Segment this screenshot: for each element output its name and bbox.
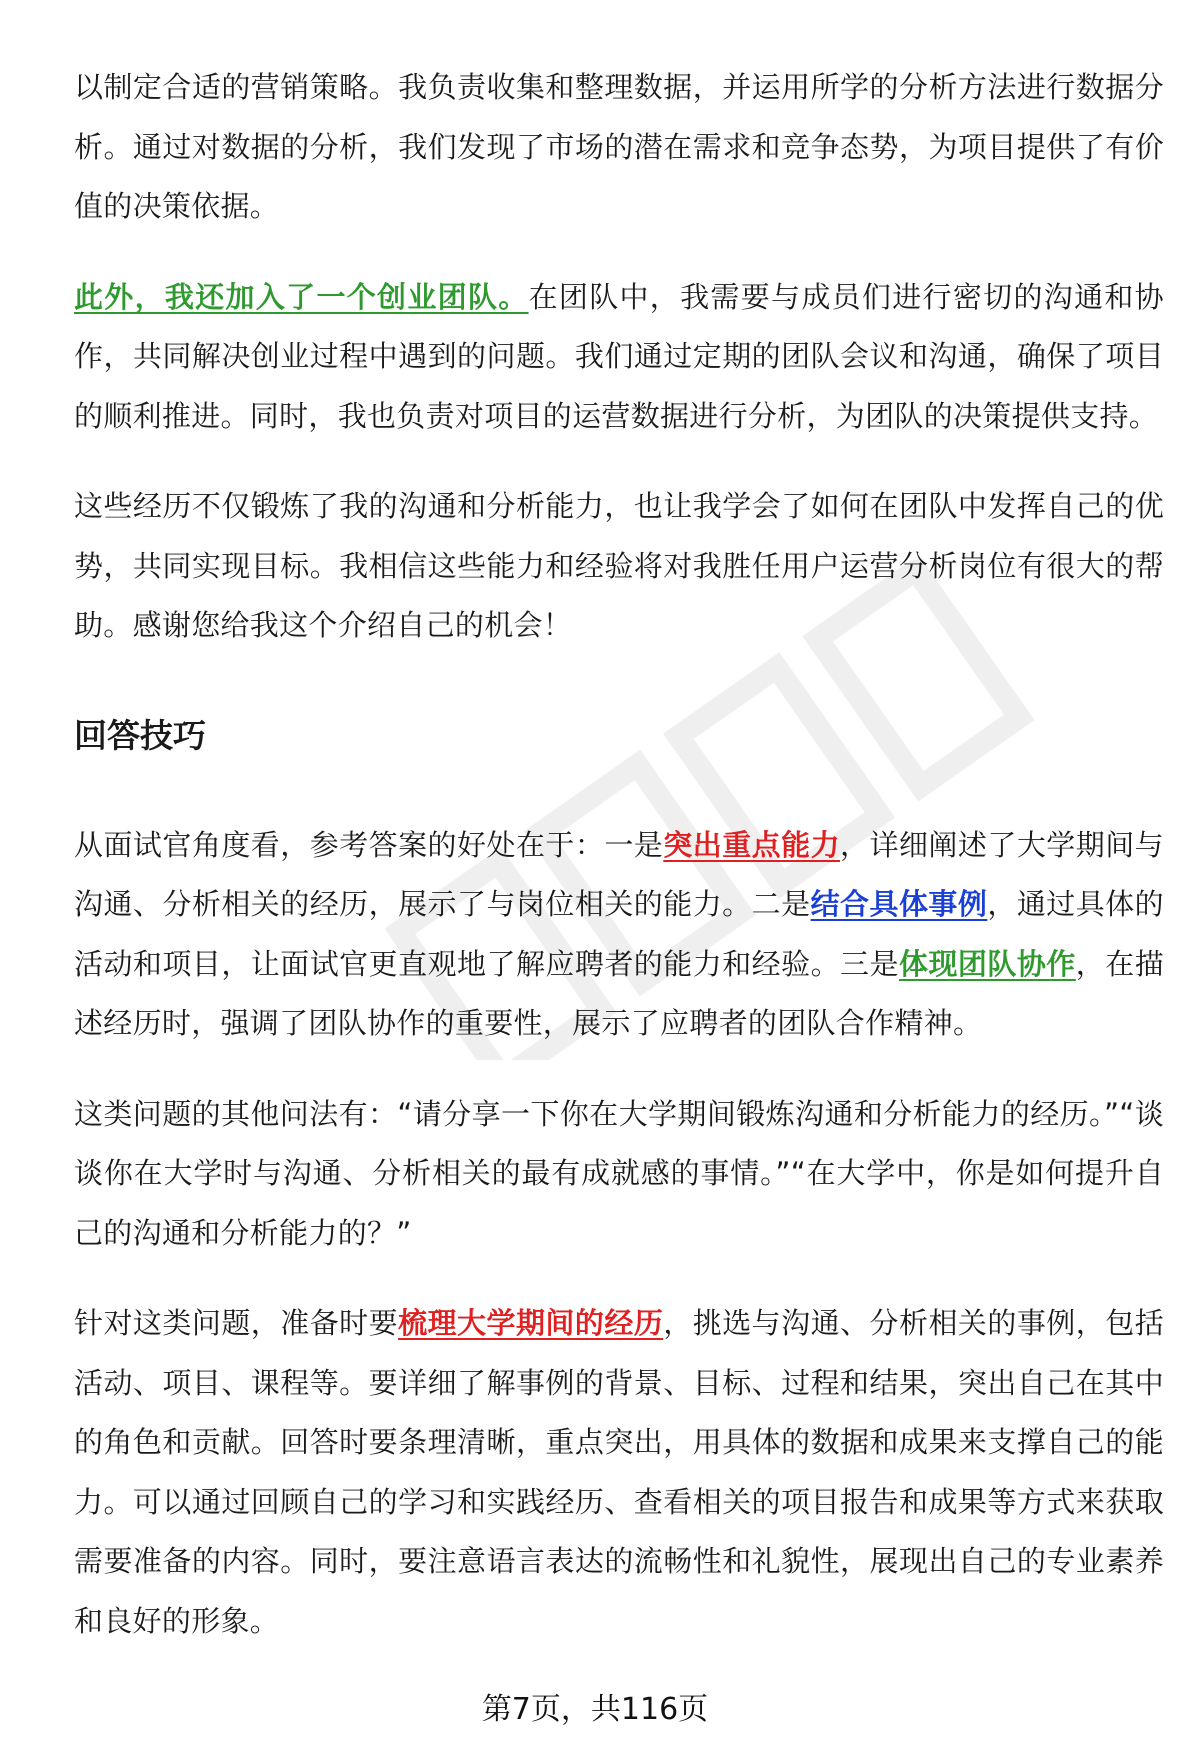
highlight-review-experience: 梳理大学期间的经历 [398, 1306, 664, 1340]
highlight-startup-team: 此外，我还加入了一个创业团队。 [74, 279, 529, 314]
paragraph-tips-interviewer [74, 816, 1164, 1054]
paragraph-preparation-advice [74, 1294, 1164, 1651]
tips-text: ，在描述经历时，强调了团队协作的重要性，展示了应聘者的团队合作精神。 [74, 946, 1164, 1040]
paragraph-conclusion: 这些经历不仅锻炼了我的沟通和分析能力，也让我学会了如何在团队中发挥自己的优势，共同实现目标。我相信这些能力和经验将对我胜任用户运营分析岗位有很大的帮助。感谢您给我这个介绍自己的机会！ [74, 489, 1164, 642]
highlight-teamwork: 体现团队协作 [898, 946, 1076, 981]
tips-text: ，挑选与沟通、分析相关的事例，包括活动、项目、课程等。要详细了解事例的背景、目标、过程和结果，突出自己在其中的角色和贡献。回答时要条理清晰，重点突出，用具体的数据和成果来支撑自己的能力。可以通过回顾自己的学习和实践经历、查看相关的项目报告和成果等方式来获取需要准备的内容。同时，要注意语言表达的流畅性和礼貌性，展现出自己的专业素养和良好的形象。 [74, 1306, 1164, 1638]
tips-text: ，详细阐述了大学期间与沟通、分析相关的经历，展示了与岗位相关的能力。二是 [74, 827, 1164, 921]
section-heading: 回答技巧 [74, 715, 206, 755]
paragraph-data-analysis: 以制定合适的营销策略。我负责收集和整理数据，并运用所学的分析方法进行数据分析。通过对数据的分析，我们发现了市场的潜在需求和竞争态势，为项目提供了有价值的决策依据。 [74, 70, 1164, 223]
paragraph-startup-team [74, 268, 1164, 447]
tips-text: 针对这类问题，准备时要 [74, 1306, 399, 1340]
paragraph-startup-team-text: 在团队中，我需要与成员们进行密切的沟通和协作，共同解决创业过程中遇到的问题。我们通过定期的团队会议和沟通，确保了项目的顺利推进。同时，我也负责对项目的运营数据进行分析，为团队的决策提供支持。 [74, 279, 1164, 433]
highlight-specific-examples: 结合具体事例 [810, 887, 988, 921]
page-number: 第7页，共116页 [481, 1692, 709, 1727]
highlight-key-ability: 突出重点能力 [663, 827, 841, 862]
document-body [74, 58, 1164, 1651]
tips-text: ，通过具体的活动和项目，让面试官更直观地了解应聘者的能力和经验。三是 [74, 887, 1164, 981]
paragraph-alternative-questions: 这类问题的其他问法有：“请分享一下你在大学期间锻炼沟通和分析能力的经历。”“谈谈你在大学时与沟通、分析相关的最有成就感的事情。”“在大学中，你是如何提升自己的沟通和分析能力的？” [74, 1096, 1164, 1250]
tips-text: 从面试官角度看，参考答案的好处在于：一是 [74, 827, 664, 862]
